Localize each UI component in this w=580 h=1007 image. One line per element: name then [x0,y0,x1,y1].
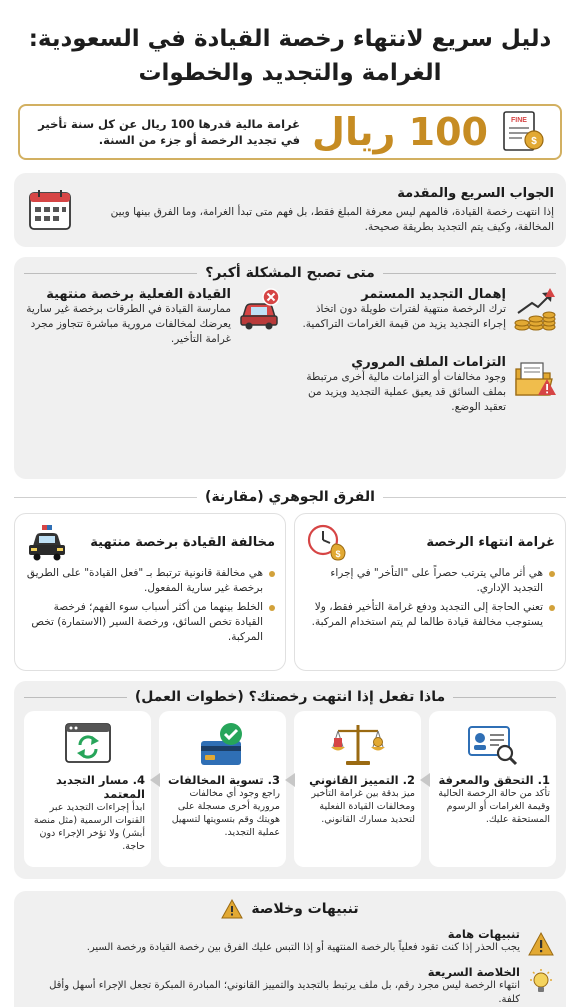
svg-text:$: $ [531,136,537,147]
card-point: تعني الحاجة إلى التجديد ودفع غرامة التأخير فقط، ولا يستوجب مخالفة قيادة طالما لم يتم استخدام المركبة. [305,600,555,630]
step-title: 4. مسار التجديد المعتمد [56,773,145,801]
problem-text: وجود مخالفات أو التزامات مالية أخرى مرتبطة بملف السائق قد يعيق عملية التجديد ويزيد من تعقيد الوضع. [306,371,506,413]
problem-title: التزامات الملف المروري [351,355,506,370]
card-check-icon [193,719,253,769]
problem-title: القيادة الفعلية برخصة منتهية [46,287,231,302]
step-title: 2. التمييز القانوني [309,773,415,787]
step-card [429,711,556,867]
step-card [294,711,421,867]
browser-refresh-icon [58,719,118,769]
infographic-page [0,22,580,1007]
coins-growth-icon [512,287,556,333]
step-arrow-icon [420,773,430,787]
card-title: مخالفة القيادة برخصة منتهية [90,534,275,550]
notes-heading-row [26,899,554,919]
problem-item [299,287,556,347]
fine-document-icon [500,110,546,154]
fine-amount: 100 ريال [312,110,488,154]
page-title: دليل سريع لانتهاء رخصة القيادة في السعودية: الغرامة والتجديد والخطوات [28,26,552,86]
step-text: ابدأ إجراءات التجديد عبر القنوات الرسمية (مثل منصة أبشر) ولا تؤخر الإجراء دون حاجة. [33,802,145,852]
intro-panel [14,173,566,247]
card-point: الخلط بينهما من أكثر أسباب سوء الفهم؛ فرخصة القيادة تخص السائق، ورخصة السير (الاستمارة) تخص المركبة. [25,600,275,645]
car-warning-icon [237,287,281,333]
warning-icon [528,931,554,957]
intro-heading: الجواب السريع والمقدمة [397,185,554,201]
note-title: الخلاصة السريعة [427,965,520,979]
comparison-cards [14,513,566,671]
calendar-icon [26,187,74,233]
step-card [24,711,151,867]
step-arrow-icon [285,773,295,787]
problem-item [299,355,556,415]
problem-item [24,287,281,347]
problem-text: ترك الرخصة منتهية لفترات طويلة دون اتخاذ إجراء التجديد يزيد من قيمة الغرامات التراكمية. [302,303,506,330]
step-text: راجع وجود أي مخالفات مرورية أخرى مسجلة على هويتك وقم بتسويتها لتسهيل عملية التجديد. [171,788,280,838]
notes-section [14,891,566,1007]
step-title: 1. التحقق والمعرفة [438,773,550,787]
driving-violation-card [14,513,286,671]
steps-section [14,681,566,879]
step-arrow-icon [150,773,160,787]
note-text: يجب الحذر إذا كنت تقود فعلياً بالرخصة المنتهية أو إذا التبس عليك الفرق بين رخصة القيادة ورخصة السير. [86,942,520,953]
note-text: انتهاء الرخصة ليس مجرد رقم، بل ملف يرتبط بالتجديد والتمييز القانوني؛ المبادرة المبكرة تجعل الإجراء أسهل وأقل كلفة. [49,980,520,1005]
clock-money-icon [305,522,349,562]
warning-icon [221,899,243,919]
problem-title: إهمال التجديد المستمر [361,287,506,302]
problem-heading: متى تصبح المشكلة أكبر؟ [24,265,556,281]
id-card-search-icon [463,719,523,769]
problem-section [14,257,566,479]
intro-text: إذا انتهت رخصة القيادة، فالمهم ليس معرفة المبلغ فقط، بل فهم متى تبدأ الغرامة، وما الفرق بينها وبين المخالفة، وكيف يتم التجديد بطريقة صحيحة. [110,205,554,233]
note-title: تنبيهات هامة [447,927,520,941]
note-item [26,965,554,1007]
step-card [159,711,286,867]
problem-text: ممارسة القيادة في الطرقات برخصة غير سارية يعرضك لمخالفات مرورية مباشرة تتجاوز مجرد غرامة التأخير. [26,303,231,345]
lightbulb-icon [528,969,554,995]
step-text: ميز بدقة بين غرامة التأخير ومخالفات القيادة الفعلية لتحديد مسارك القانوني. [311,788,415,825]
fine-banner [18,104,562,160]
expired-license-fine-card [294,513,566,671]
step-title: 3. تسوية المخالفات [168,773,280,787]
fine-doc-label: FINE [511,117,527,124]
police-car-icon [25,522,69,562]
steps-heading: ماذا تفعل إذا انتهت رخصتك؟ (خطوات العمل) [24,689,556,705]
card-point: هي مخالفة قانونية ترتبط بـ "فعل القيادة" على الطريق برخصة غير سارية المفعول. [25,566,275,596]
folder-warning-icon [512,355,556,401]
notes-heading: تنبيهات وخلاصة [251,901,359,917]
step-text: تأكد من حالة الرخصة الحالية وقيمة الغرامات أو الرسوم المستحقة عليك. [438,788,550,825]
fine-description: غرامة مالية قدرها 100 ريال عن كل سنة تأخير في تجديد الرخصة أو جزء من السنة. [38,117,301,147]
comparison-heading: الفرق الجوهري (مقارنة) [14,489,566,505]
svg-text:$: $ [335,549,341,559]
note-item [26,927,554,957]
card-point: هي أثر مالي يترتب حصراً على "التأخر" في إجراء التجديد الإداري. [305,566,555,596]
card-title: غرامة انتهاء الرخصة [426,534,555,550]
scales-icon [328,719,388,769]
